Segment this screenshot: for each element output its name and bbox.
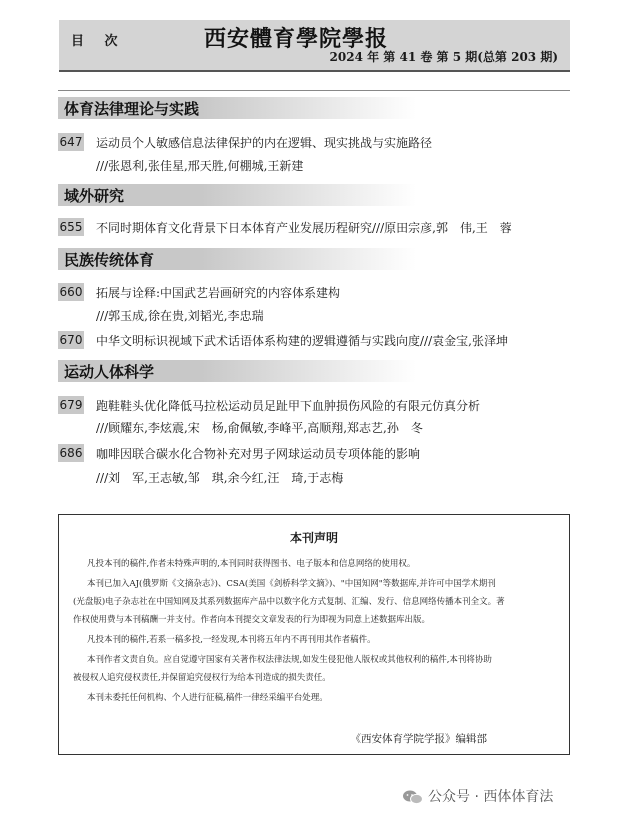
article-title[interactable]: 跑鞋鞋头优化降低马拉松运动员足趾甲下血肿损伤风险的有限元仿真分析 — [96, 399, 481, 413]
page-number: 655 — [59, 220, 83, 234]
issue-info: 2024 年 第 41 卷 第 5 期(总第 203 期) — [329, 50, 558, 64]
article-title[interactable]: 咖啡因联合碳水化合物补充对男子网球运动员专项体能的影响 — [96, 447, 421, 461]
article-title[interactable]: 运动员个人敏感信息法律保护的内在逻辑、现实挑战与实施路径 — [96, 136, 433, 150]
article-authors: ///刘 军,王志敏,邹 琪,余今红,汪 琦,于志梅 — [96, 471, 344, 485]
page-number: 660 — [59, 285, 83, 299]
section-heading — [58, 184, 570, 206]
section-title: 体育法律理论与实践 — [64, 100, 200, 118]
page-number: 670 — [59, 333, 83, 347]
section-heading — [58, 360, 570, 382]
journal-header — [59, 20, 570, 72]
notice-paragraph: 被侵权人追究侵权责任,并保留追究侵权行为给本刊造成的损失责任。 — [73, 673, 331, 683]
page-number: 679 — [59, 398, 83, 412]
notice-paragraph: 凡投本刊的稿件,若系一稿多投,一经发现,本刊将五年内不再刊用其作者稿件。 — [87, 635, 376, 645]
contents-label: 目 次 — [71, 34, 126, 49]
section-title: 运动人体科学 — [64, 363, 155, 381]
notice-paragraph: 本刊作者文责自负。应自觉遵守国家有关著作权法律法规,如发生侵犯他人版权或其他权利的稿件,本刊将协助 — [87, 655, 492, 665]
page-number: 647 — [59, 135, 83, 149]
article-title[interactable]: 拓展与诠释:中国武艺岩画研究的内容体系建构 — [96, 286, 341, 300]
section-heading — [58, 97, 570, 119]
wechat-icon — [402, 789, 424, 805]
notice-signature: 《西安体育学院学报》编辑部 — [350, 733, 487, 745]
article-authors: ///郭玉成,徐在贵,刘韬光,李忠瑞 — [96, 309, 264, 323]
article-title[interactable]: 中华文明标识视域下武术话语体系构建的逻辑遵循与实践向度///袁金宝,张泽坤 — [96, 334, 508, 348]
notice-paragraph: 作权使用费与本刊稿酬一并支付。作者向本刊提交文章发表的行为即视为同意上述数据库出版。 — [73, 615, 431, 625]
notice-paragraph: 凡投本刊的稿件,作者未特殊声明的,本刊同时获得图书、电子版本和信息网络的使用权。 — [87, 559, 416, 569]
article-authors: ///顾耀东,李炫震,宋 杨,俞佩敏,李峰平,高顺翔,郑志艺,孙 冬 — [96, 421, 423, 435]
page-number: 686 — [59, 446, 83, 460]
article-authors: ///张恩利,张佳星,邢天胜,何棚城,王新建 — [96, 159, 304, 173]
notice-title: 本刊声明 — [289, 531, 338, 545]
notice-paragraph: 本刊已加入AJ(俄罗斯《文摘杂志》)、CSA(美国《剑桥科学文摘》)、"中国知网"等数据库,并许可中国学术期刊 — [87, 579, 496, 589]
watermark-text: 公众号 · 西体体育法 — [428, 789, 554, 805]
journal-notice-box — [58, 514, 570, 755]
section-title: 民族传统体育 — [64, 251, 155, 269]
notice-paragraph: 本刊未委托任何机构、个人进行征稿,稿件一律经采编平台处理。 — [87, 693, 328, 703]
divider — [58, 90, 570, 91]
notice-paragraph: (光盘版)电子杂志社在中国知网及其系列数据库产品中以数字化方式复制、汇编、发行、信息网络传播本刊全文。著 — [73, 597, 505, 607]
watermark — [402, 786, 553, 806]
article-title[interactable]: 不同时期体育文化背景下日本体育产业发展历程研究///原田宗彦,郭 伟,王 蓉 — [96, 221, 512, 235]
section-heading — [58, 248, 570, 270]
section-title: 域外研究 — [64, 187, 125, 205]
journal-name: 西安體育學院學报 — [204, 26, 389, 52]
